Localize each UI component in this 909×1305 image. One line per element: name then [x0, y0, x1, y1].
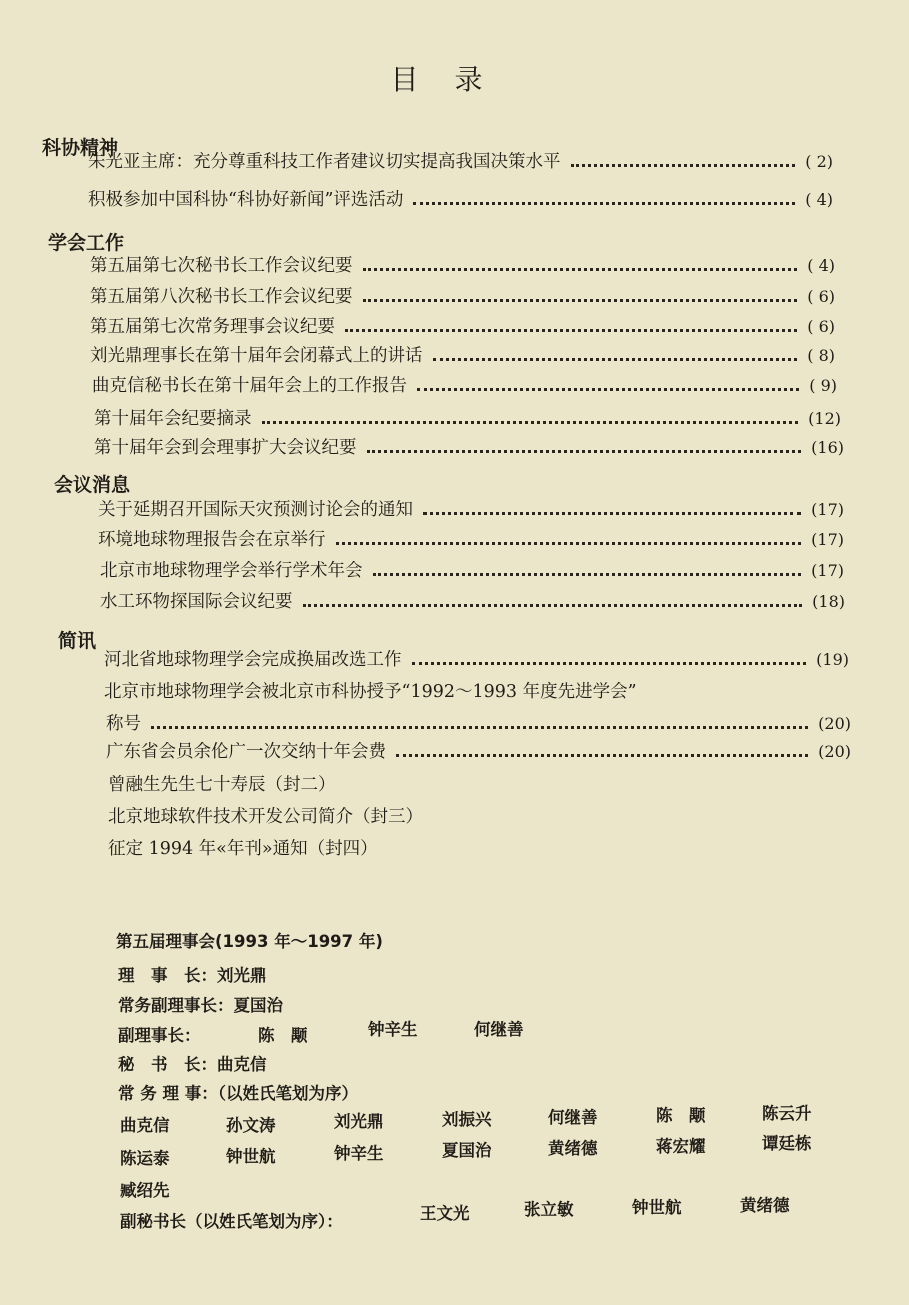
toc-leader: [412, 662, 807, 665]
toc-entry[interactable]: [106, 738, 851, 763]
toc-page-number: (17): [811, 530, 844, 549]
standing-member: 陈运泰: [120, 1149, 170, 1168]
toc-page-number: (12): [808, 409, 841, 428]
toc-leader: [303, 604, 803, 607]
toc-leader: [336, 542, 802, 545]
toc-leader: [367, 450, 802, 453]
secretary-name: 曲克信: [217, 1055, 267, 1074]
secretary-label: 秘 书 长：: [118, 1055, 217, 1074]
toc-entry[interactable]: [94, 405, 841, 430]
toc-page-number: ( 4): [805, 190, 833, 209]
toc-entry-title: 河北省地球物理学会完成换届改选工作: [104, 650, 402, 670]
director-row: [118, 962, 267, 986]
toc-page-number: (17): [811, 561, 844, 580]
toc-entry[interactable]: [88, 186, 833, 211]
toc-entry[interactable]: [98, 526, 844, 551]
toc-leader: [151, 726, 808, 729]
exec-vice-name: 夏国治: [233, 996, 283, 1015]
toc-entry-title: 广东省会员余伦广一次交纳十年会费: [106, 742, 386, 762]
toc-entry-title: 水工环物探国际会议纪要: [100, 592, 293, 612]
standing-member: 何继善: [548, 1108, 598, 1127]
deputy-secretary-name: 张立敏: [524, 1200, 574, 1219]
standing-member: 黄绪德: [548, 1139, 598, 1158]
toc-entry-title: 曲克信秘书长在第十届年会上的工作报告: [92, 376, 407, 396]
toc-entry[interactable]: [90, 313, 835, 338]
standing-member: 孙文涛: [226, 1116, 276, 1135]
toc-leader: [423, 512, 801, 515]
vice-name: 何继善: [474, 1020, 524, 1039]
toc-page-number: (18): [812, 592, 845, 611]
toc-page-number: (19): [816, 650, 849, 669]
deputy-secretary-name: 黄绪德: [740, 1196, 790, 1215]
toc-entry-title[interactable]: 征定 1994 年«年刊»通知（封四）: [108, 839, 378, 859]
toc-entry-title: 环境地球物理报告会在京举行: [98, 530, 326, 550]
toc-leader: [413, 202, 795, 205]
deputy-secretary-name: 钟世航: [632, 1198, 682, 1217]
toc-leader: [571, 164, 796, 167]
toc-entry-title: 第十届年会到会理事扩大会议纪要: [94, 438, 357, 458]
section-heading: 学会工作: [48, 232, 125, 254]
toc-entry-title: 关于延期召开国际天灾预测讨论会的通知: [98, 500, 413, 520]
page-title: 目录: [390, 63, 519, 96]
secretary-row: [118, 1051, 267, 1075]
toc-entry-title: 第十届年会纪要摘录: [94, 409, 252, 429]
toc-entry[interactable]: [100, 588, 845, 613]
deputy-secretary-name: 王文光: [420, 1204, 470, 1223]
toc-entry[interactable]: [104, 646, 849, 671]
toc-page-number: (20): [818, 742, 851, 761]
standing-member: 陈 颙: [656, 1106, 706, 1125]
toc-page-number: ( 9): [809, 376, 837, 395]
toc-leader: [363, 268, 798, 271]
vice-name: 钟辛生: [368, 1020, 418, 1039]
toc-entry-title[interactable]: 北京市地球物理学会被北京市科协授予“1992～1993 年度先进学会”: [104, 682, 637, 702]
standing-member: 钟辛生: [334, 1144, 384, 1163]
toc-leader: [396, 754, 808, 757]
toc-entry[interactable]: [106, 710, 851, 735]
toc-leader: [345, 329, 797, 332]
toc-entry[interactable]: [94, 434, 844, 459]
toc-entry[interactable]: [90, 252, 835, 277]
toc-page-number: (16): [811, 438, 844, 457]
toc-page-number: ( 2): [805, 152, 833, 171]
toc-leader: [262, 421, 799, 424]
exec-vice-row: [118, 992, 283, 1016]
vice-name: 陈 颙: [258, 1026, 308, 1045]
exec-vice-label: 常务副理事长：: [118, 996, 234, 1015]
toc-page-number: ( 6): [807, 287, 835, 306]
toc-page-number: ( 6): [807, 317, 835, 336]
standing-member: 夏国治: [442, 1141, 492, 1160]
toc-entry-title: 朱光亚主席：充分尊重科技工作者建议切实提高我国决策水平: [88, 152, 561, 172]
toc-entry-title: 积极参加中国科协“科协好新闻”评选活动: [88, 190, 404, 210]
section-heading: 会议消息: [54, 474, 131, 496]
toc-entry-title: 刘光鼎理事长在第十届年会闭幕式上的讲话: [90, 346, 423, 366]
toc-entry-title: 称号: [106, 714, 141, 734]
toc-page-number: (17): [811, 500, 844, 519]
deputy-secretary-label: 副秘书长（以姓氏笔划为序）：: [120, 1212, 343, 1231]
toc-leader: [363, 299, 798, 302]
standing-member: 刘光鼎: [334, 1112, 384, 1131]
director-label: 理 事 长：: [118, 966, 217, 985]
standing-member: 钟世航: [226, 1147, 276, 1166]
toc-entry[interactable]: [90, 342, 835, 367]
toc-leader: [373, 573, 802, 576]
standing-member: 谭廷栋: [762, 1134, 812, 1153]
section-heading: 科协精神: [42, 137, 119, 159]
director-name: 刘光鼎: [217, 966, 267, 985]
toc-leader: [433, 358, 798, 361]
toc-page-number: ( 8): [807, 346, 835, 365]
standing-member: 曲克信: [120, 1116, 170, 1135]
section-heading: 简讯: [58, 630, 97, 652]
standing-member: 臧绍先: [120, 1181, 170, 1200]
toc-entry-title: 第五届第七次常务理事会议纪要: [90, 317, 335, 337]
standing-member: 陈云升: [762, 1104, 812, 1123]
standing-member: 蒋宏耀: [656, 1137, 706, 1156]
toc-entry[interactable]: [100, 557, 844, 582]
toc-entry-title: 北京市地球物理学会举行学术年会: [100, 561, 363, 581]
toc-entry-title: 第五届第八次秘书长工作会议纪要: [90, 287, 353, 307]
toc-entry[interactable]: [92, 372, 837, 397]
toc-leader: [417, 388, 799, 391]
toc-page-number: (20): [818, 714, 851, 733]
standing-label: 常 务 理 事：（以姓氏笔划为序）: [118, 1084, 358, 1103]
vice-label: 副理事长：: [118, 1026, 201, 1045]
toc-entry-title: 第五届第七次秘书长工作会议纪要: [90, 256, 353, 276]
toc-page-number: ( 4): [807, 256, 835, 275]
council-heading: 第五届理事会(1993 年～1997 年): [116, 932, 383, 951]
toc-entry[interactable]: [88, 148, 833, 173]
toc-entry-title[interactable]: 曾融生先生七十寿辰（封二）: [108, 775, 336, 795]
toc-entry[interactable]: [98, 496, 844, 521]
toc-entry[interactable]: [90, 283, 835, 308]
toc-entry-title[interactable]: 北京地球软件技术开发公司简介（封三）: [108, 807, 423, 827]
standing-member: 刘振兴: [442, 1110, 492, 1129]
